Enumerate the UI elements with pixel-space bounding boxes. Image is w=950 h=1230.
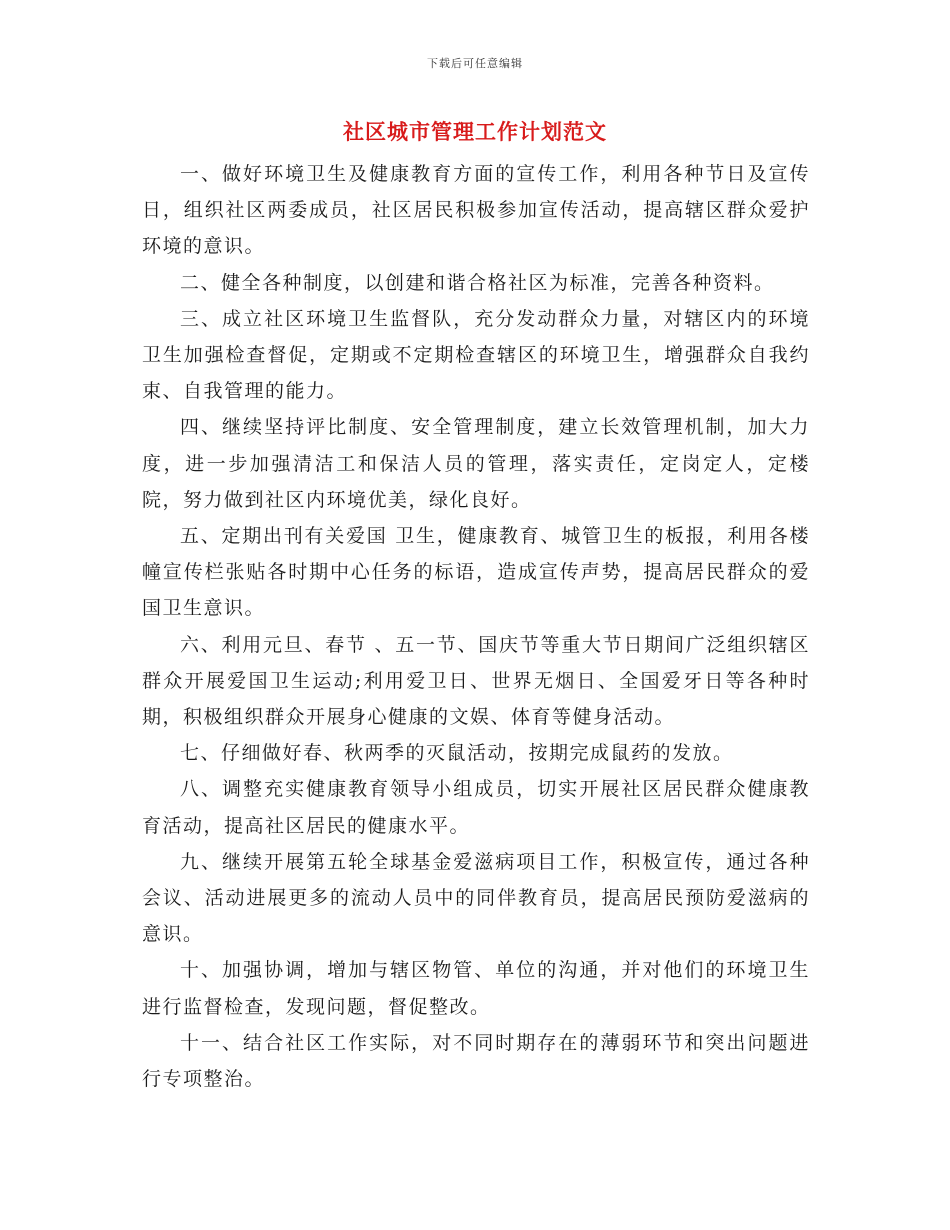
document-body: [142, 156, 810, 1097]
paragraph-8: 八、调整充实健康教育领导小组成员，切实开展社区居民群众健康教育活动，提高社区居民的健康水平。: [142, 778, 810, 837]
header-note: 下载后可任意编辑: [427, 57, 523, 70]
paragraph-1: 一、做好环境卫生及健康教育方面的宣传工作，利用各种节日及宣传日，组织社区两委成员，社区居民积极参加宣传活动，提高辖区群众爱护环境的意识。: [142, 163, 810, 258]
paragraph-5: 五、定期出刊有关爱国 卫生，健康教育、城管卫生的板报，利用各楼幢宣传栏张贴各时期中心任务的标语，造成宣传声势，提高居民群众的爱国卫生意识。: [142, 525, 810, 620]
paragraph-3: 三、成立社区环境卫生监督队，充分发动群众力量，对辖区内的环境卫生加强检查督促，定期或不定期检查辖区的环境卫生，增强群众自我约束、自我管理的能力。: [142, 307, 810, 403]
document-title: 社区城市管理工作计划范文: [343, 120, 607, 144]
paragraph-11: 十一、结合社区工作实际，对不同时期存在的薄弱环节和突出问题进行专项整治。: [142, 1031, 810, 1091]
paragraph-10: 十、加强协调，增加与辖区物管、单位的沟通，并对他们的环境卫生进行监督检查，发现问题，督促整改。: [142, 959, 810, 1018]
paragraph-2: 二、健全各种制度，以创建和谐合格社区为标准，完善各种资料。: [180, 271, 775, 294]
paragraph-4: 四、继续坚持评比制度、安全管理制度，建立长效管理机制，加大力度，进一步加强清洁工和保洁人员的管理，落实责任，定岗定人，定楼院，努力做到社区内环境优美，绿化良好。: [142, 416, 810, 511]
paragraph-6: 六、利用元旦、春节 、五一节、国庆节等重大节日期间广泛组织辖区群众开展爱国卫生运动;利用爱卫日、世界无烟日、全国爱牙日等各种时期，积极组织群众开展身心健康的文娱、体育等健身活动。: [142, 633, 810, 729]
paragraph-9: 九、继续开展第五轮全球基金爱滋病项目工作，积极宣传，通过各种会议、活动进展更多的流动人员中的同伴教育员，提高居民预防爱滋病的意识。: [142, 850, 810, 946]
paragraph-7: 七、仔细做好春、秋两季的灭鼠活动，按期完成鼠药的发放。: [180, 742, 734, 765]
